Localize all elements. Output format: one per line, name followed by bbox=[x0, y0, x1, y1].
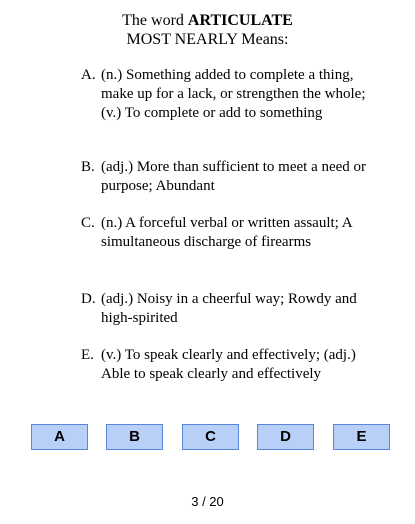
option-text: (n.) A forceful verbal or written assault; A simultaneous discharge of firearms bbox=[101, 215, 352, 250]
answer-button-row bbox=[31, 424, 391, 450]
answer-d-button[interactable]: D bbox=[257, 424, 314, 450]
answer-e-button[interactable]: E bbox=[333, 424, 390, 450]
option-text: (v.) To speak clearly and effectively; (adj.) Able to speak clearly and effectively bbox=[101, 347, 356, 382]
option-text: (adj.) More than sufficient to meet a need or purpose; Abundant bbox=[101, 159, 367, 194]
option-letter: C. bbox=[81, 215, 95, 231]
target-word: ARTICULATE bbox=[187, 12, 293, 29]
option-text: (n.) Something added to complete a thing, make up for a lack, or strengthen the whole; (v.) To complete or add to something bbox=[101, 67, 366, 121]
option-c bbox=[81, 214, 381, 252]
question-heading bbox=[0, 11, 415, 49]
option-d bbox=[81, 290, 381, 328]
question-prefix: The word bbox=[122, 12, 184, 29]
question-line-1 bbox=[0, 11, 415, 30]
question-progress: 3 / 20 bbox=[191, 494, 224, 509]
answer-b-button[interactable]: B bbox=[106, 424, 163, 450]
option-letter: D. bbox=[81, 291, 96, 307]
option-letter: E. bbox=[81, 347, 94, 363]
option-b bbox=[81, 158, 381, 196]
option-letter: B. bbox=[81, 159, 95, 175]
option-a bbox=[81, 66, 381, 123]
option-e bbox=[81, 346, 381, 384]
question-line-2: MOST NEARLY Means: bbox=[126, 31, 289, 48]
answer-a-button[interactable]: A bbox=[31, 424, 88, 450]
option-text: (adj.) Noisy in a cheerful way; Rowdy and high-spirited bbox=[101, 291, 357, 326]
answer-c-button[interactable]: C bbox=[182, 424, 239, 450]
option-letter: A. bbox=[81, 67, 96, 83]
